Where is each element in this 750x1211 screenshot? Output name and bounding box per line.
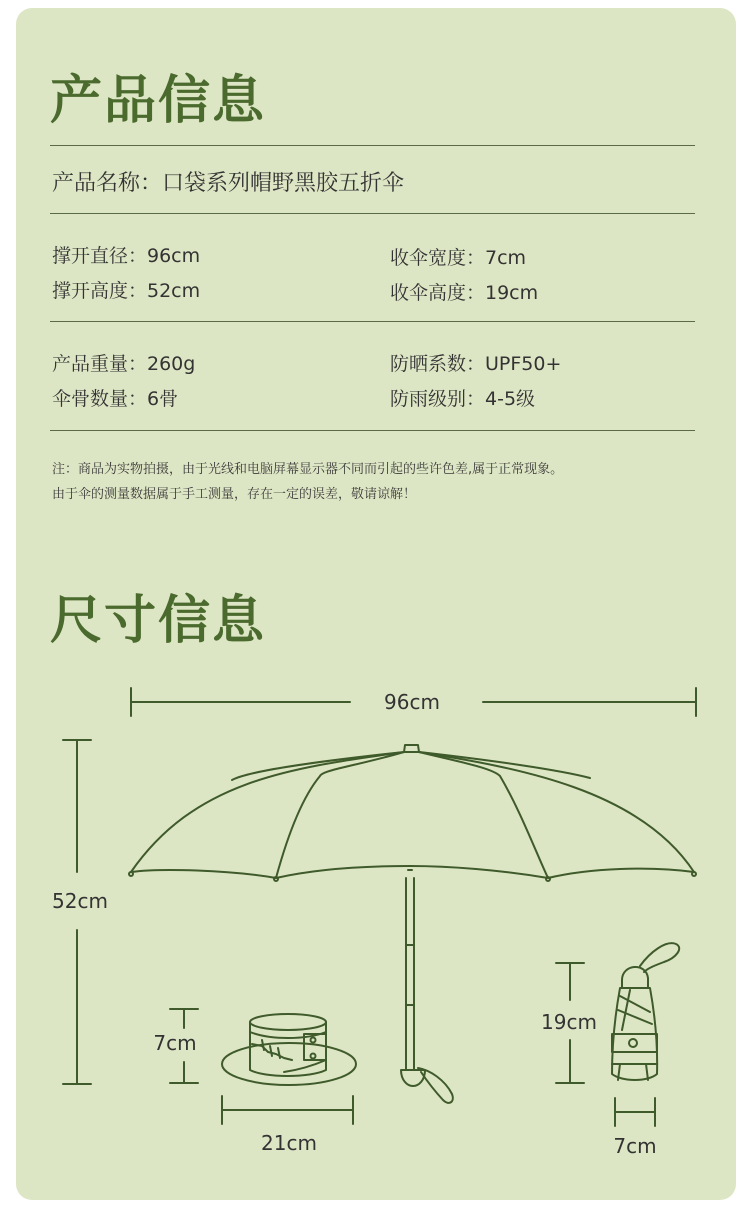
closed-width: 收伞宽度：7cm [390,247,527,269]
rain-level: 防雨级别：4-5级 [390,388,536,410]
open-height-label: 52cm [52,889,108,913]
open-diameter: 撑开直径：96cm [52,245,201,267]
closed-width-label: 7cm [613,1134,657,1158]
note-line-1: 注：商品为实物拍摄，由于光线和电脑屏幕显示器不同而引起的些许色差,属于正常现象。 [52,462,564,477]
hat-height-label: 7cm [153,1031,197,1055]
sun-protection: 防晒系数：UPF50+ [390,353,562,375]
size-info-title: 尺寸信息 [50,590,267,651]
open-umbrella-illustration [129,745,696,1103]
open-height: 撑开高度：52cm [52,280,201,302]
closed-umbrella-illustration [612,943,679,1080]
closed-height: 收伞高度：19cm [390,282,539,304]
note-line-2: 由于伞的测量数据属于手工测量，存在一定的误差，敬请谅解！ [52,487,417,502]
product-weight: 产品重量：260g [52,353,196,375]
product-info-title: 产品信息 [50,70,267,131]
hat-width-label: 21cm [261,1131,317,1155]
rib-count: 伞骨数量：6骨 [52,388,179,410]
hat-case-illustration [222,1014,356,1085]
closed-height-label: 19cm [541,1010,597,1034]
closed-width-dimension [615,1098,655,1126]
open-width-label: 96cm [384,690,440,714]
hat-width-dimension [222,1096,353,1124]
product-name: 产品名称：口袋系列帽野黑胶五折伞 [52,171,405,196]
